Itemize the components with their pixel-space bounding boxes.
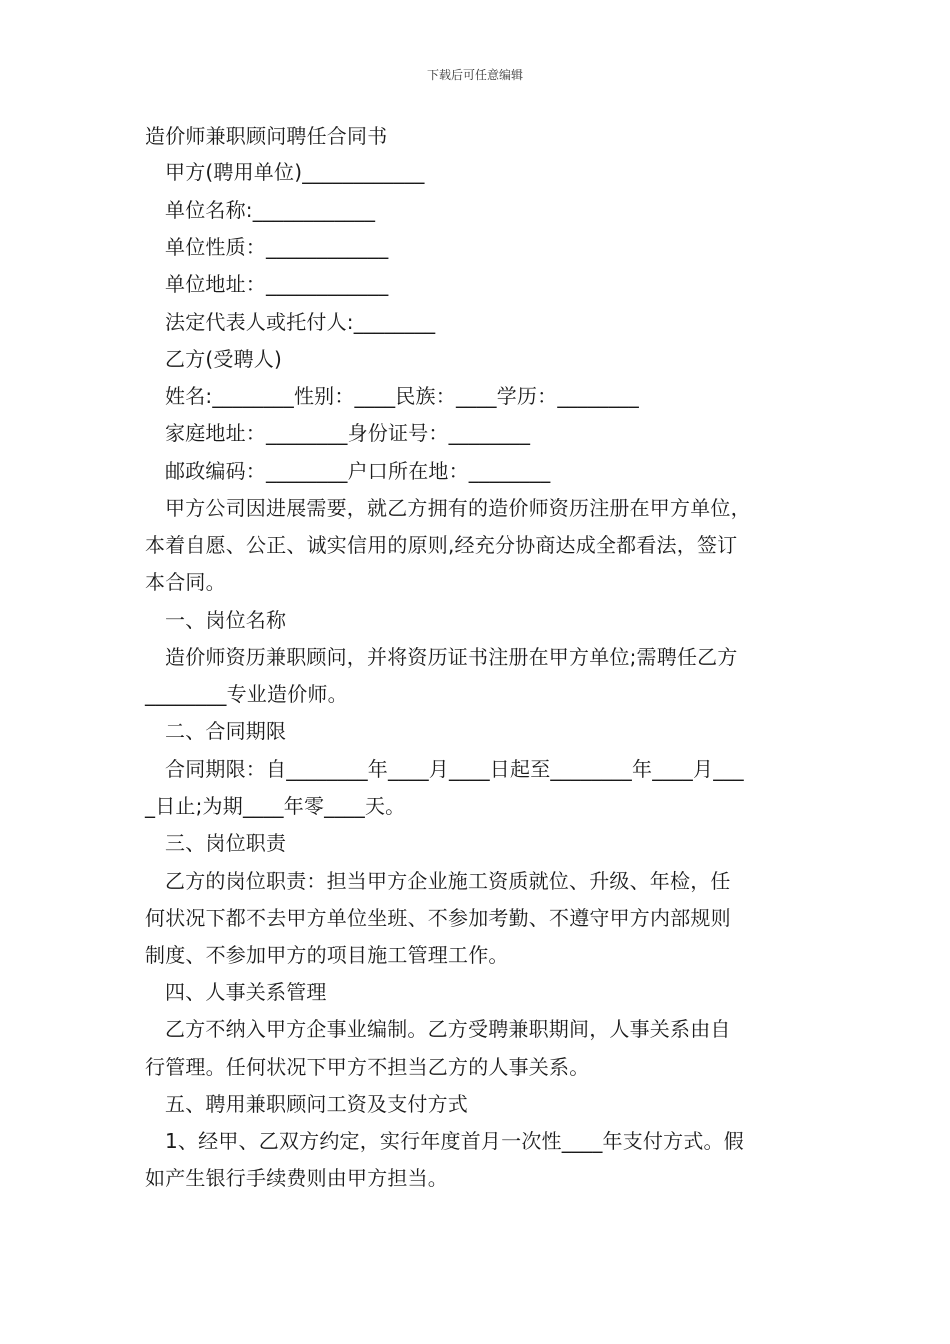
party-b-heading: 乙方(受聘人)	[165, 347, 283, 371]
paragraph-line: _日止;为期____年零____天。	[145, 794, 406, 818]
paragraph-line: ________专业造价师。	[145, 682, 348, 706]
paragraph-line: 1、经甲、乙双方约定，实行年度首月一次性____年支付方式。假	[165, 1129, 744, 1153]
paragraph-line: 行管理。任何状况下甲方不担当乙方的人事关系。	[145, 1055, 590, 1079]
personal-info-line: 姓名:________性别：____民族：____学历：________	[165, 384, 639, 408]
section-heading: 二、合同期限	[165, 719, 287, 743]
preamble-line: 甲方公司因进展需要，就乙方拥有的造价师资历注册在甲方单位，	[165, 496, 751, 520]
unit-nature-field: 单位性质：____________	[165, 235, 389, 259]
preamble-line: 本合同。	[145, 570, 226, 594]
address-id-line: 家庭地址：________身份证号：________	[165, 421, 531, 445]
paragraph-line: 何状况下都不去甲方单位坐班、不参加考勤、不遵守甲方内部规则	[145, 906, 731, 930]
page-header: 下载后可任意编辑	[426, 68, 523, 82]
paragraph-line: 如产生银行手续费则由甲方担当。	[145, 1166, 448, 1190]
paragraph-line: 合同期限：自________年____月____日起至________年____月___	[165, 757, 744, 781]
document-title: 造价师兼职顾问聘任合同书	[145, 124, 388, 148]
legal-representative-field: 法定代表人或托付人:________	[165, 310, 436, 334]
party-a-heading: 甲方(聘用单位)____________	[165, 160, 425, 184]
section-heading: 四、人事关系管理	[165, 980, 327, 1004]
unit-address-field: 单位地址：____________	[165, 272, 389, 296]
section-heading: 三、岗位职责	[165, 831, 287, 855]
paragraph-line: 制度、不参加甲方的项目施工管理工作。	[145, 943, 509, 967]
section-heading: 五、聘用兼职顾问工资及支付方式	[165, 1092, 468, 1116]
section-heading: 一、岗位名称	[165, 608, 287, 632]
unit-name-field: 单位名称:____________	[165, 198, 376, 222]
postcode-hukou-line: 邮政编码：________户口所在地：________	[165, 459, 551, 483]
paragraph-line: 乙方不纳入甲方企事业编制。乙方受聘兼职期间，人事关系由自	[165, 1017, 731, 1041]
paragraph-line: 造价师资历兼职顾问，并将资历证书注册在甲方单位;需聘任乙方	[165, 645, 738, 669]
preamble-line: 本着自愿、公正、诚实信用的原则,经充分协商达成全都看法，签订	[145, 533, 738, 557]
paragraph-line: 乙方的岗位职责：担当甲方企业施工资质就位、升级、年检，任	[165, 869, 731, 893]
